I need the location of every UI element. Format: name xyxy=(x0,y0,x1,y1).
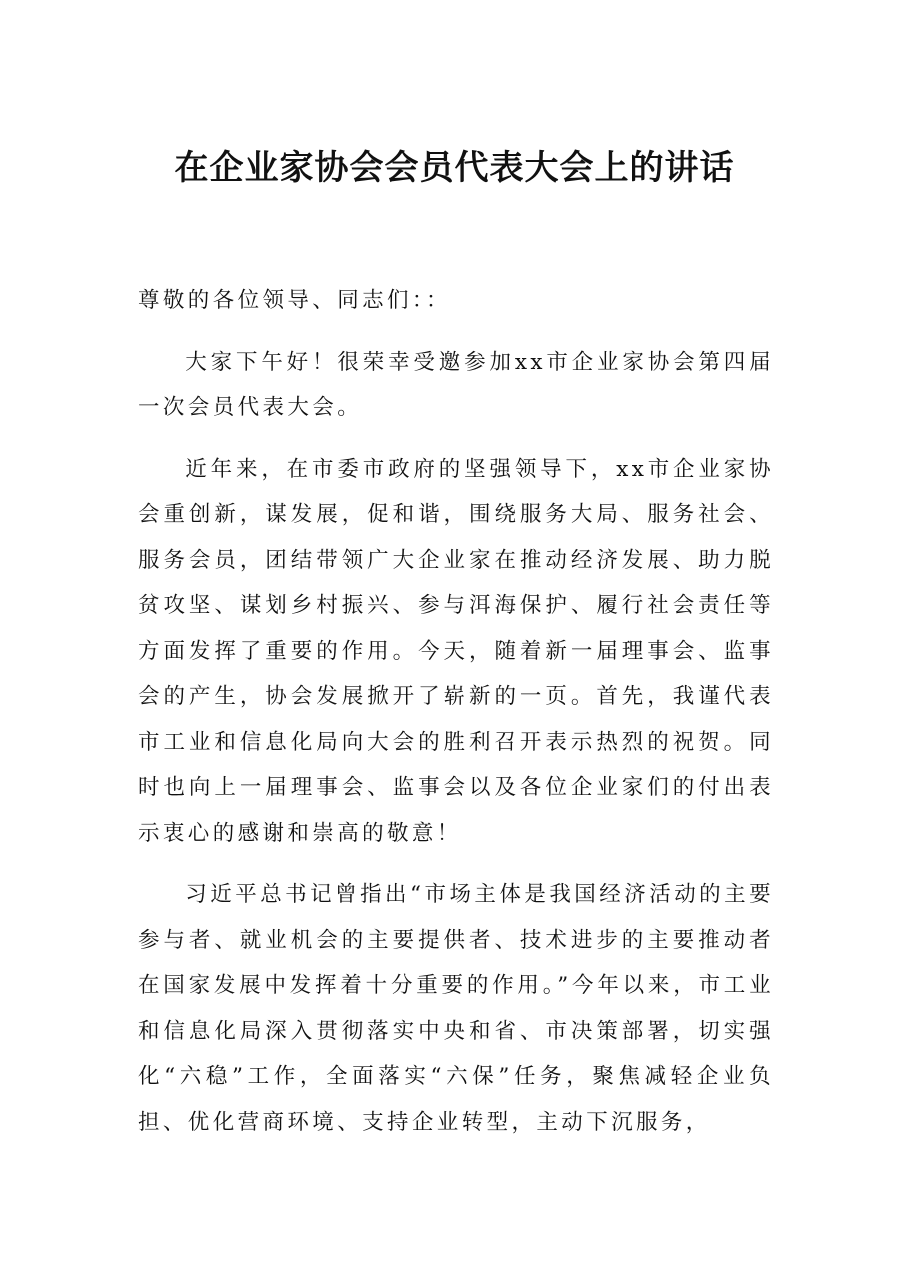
paragraph-greeting: 大家下午好！很荣幸受邀参加xx市企业家协会第四届一次会员代表大会。 xyxy=(138,349,774,420)
paragraph-quote: 习近平总书记曾指出“市场主体是我国经济活动的主要参与者、就业机会的主要提供者、技术进步的主要推动者在国家发展中发挥着十分重要的作用。”今年以来，市工业和信息化局深入贯彻落实中央和省、市决策部署，切实强化“六稳”工作，全面落实“六保”任务，聚焦减轻企业负担、优化营商环境、支持企业转型，主动下沉服务， xyxy=(138,882,774,1135)
paragraph-achievements: 近年来，在市委市政府的坚强领导下，xx市企业家协会重创新，谋发展，促和谐，围绕服务大局、服务社会、服务会员，团结带领广大企业家在推动经济发展、助力脱贫攻坚、谋划乡村振兴、参与洱海保护、履行社会责任等方面发挥了重要的作用。今天，随着新一届理事会、监事会的产生，协会发展掀开了崭新的一页。首先，我谨代表市工业和信息化局向大会的胜利召开表示热烈的祝贺。同时也向上一届理事会、监事会以及各位企业家们的付出表示衷心的感谢和崇高的敬意！ xyxy=(138,456,774,846)
document-body xyxy=(138,278,774,1161)
document-title: 在企业家协会会员代表大会上的讲话 xyxy=(174,148,735,188)
salutation: 尊敬的各位领导、同志们：： xyxy=(138,288,451,313)
